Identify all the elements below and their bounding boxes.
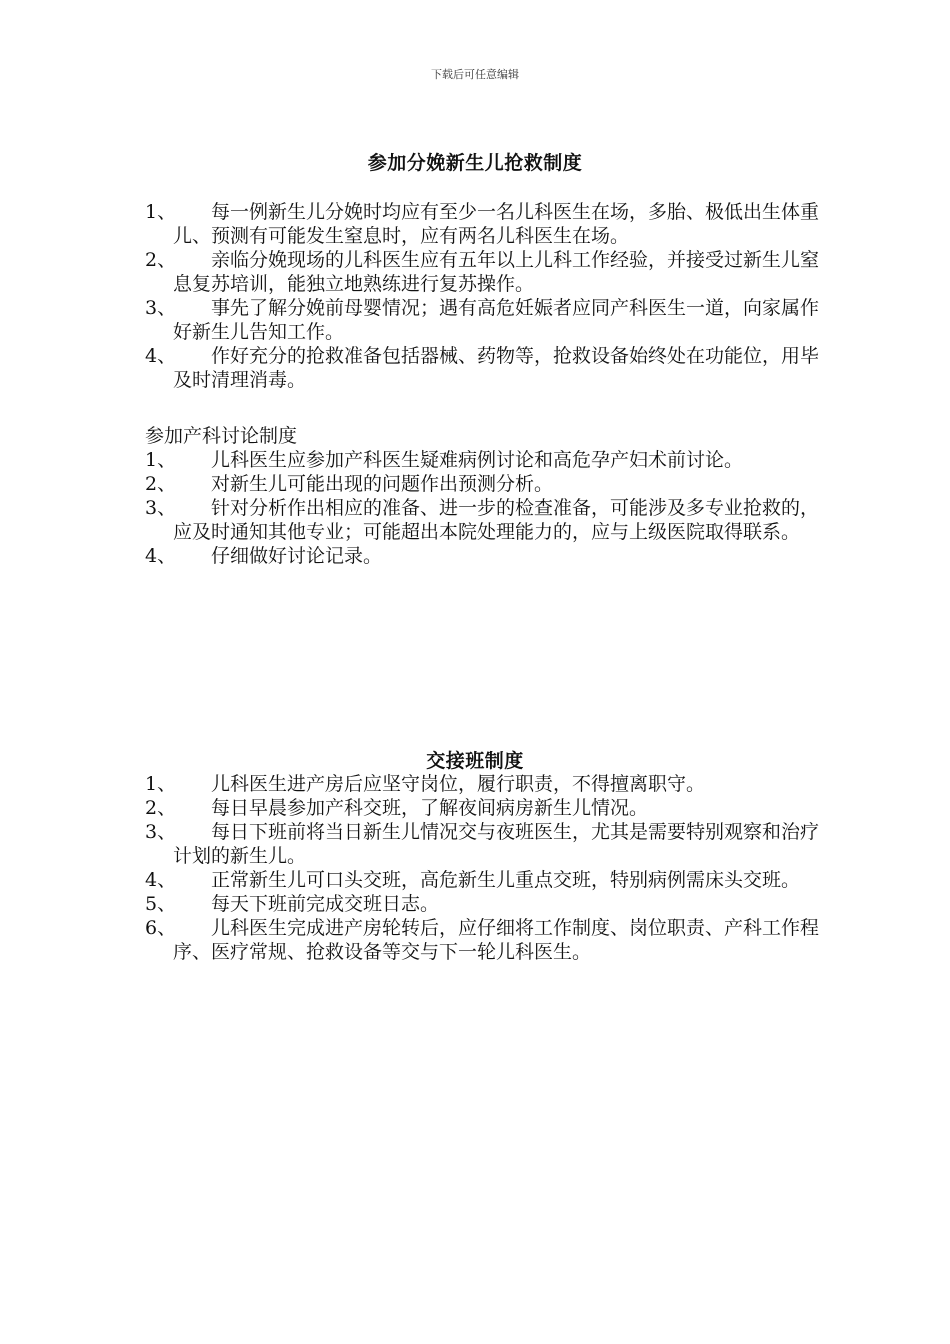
item-number: 5、 (145, 893, 177, 915)
list-item (145, 868, 835, 892)
item-number: 1、 (145, 449, 177, 471)
page-header: 下载后可任意编辑 (431, 68, 519, 81)
item-text: 作好充分的抢救准备包括器械、药物等，抢救设备始终处在功能位，用毕及时清理消毒。 (173, 345, 820, 391)
item-number: 1、 (145, 773, 177, 795)
item-number: 1、 (145, 201, 177, 223)
item-number: 3、 (145, 297, 177, 319)
item-text: 每日早晨参加产科交班，了解夜间病房新生儿情况。 (211, 797, 649, 819)
item-text: 亲临分娩现场的儿科医生应有五年以上儿科工作经验，并接受过新生儿窒息复苏培训，能独立地熟练进行复苏操作。 (173, 249, 820, 295)
item-text: 正常新生儿可口头交班，高危新生儿重点交班，特别病例需床头交班。 (211, 869, 801, 891)
item-text: 儿科医生完成进产房轮转后，应仔细将工作制度、岗位职责、产科工作程序、医疗常规、抢救设备等交与下一轮儿科医生。 (173, 917, 820, 963)
list-item (145, 820, 835, 868)
list-item (145, 248, 835, 296)
section-title-newborn-rescue: 参加分娩新生儿抢救制度 (367, 152, 583, 174)
item-text: 对新生儿可能出现的问题作出预测分析。 (211, 473, 554, 495)
list-item (145, 796, 835, 820)
item-number: 4、 (145, 869, 177, 891)
obstetric-discussion-list (145, 448, 835, 568)
item-number: 6、 (145, 917, 177, 939)
list-item (145, 344, 835, 392)
item-number: 4、 (145, 545, 177, 567)
item-text: 儿科医生进产房后应坚守岗位，履行职责，不得擅离职守。 (211, 773, 706, 795)
item-number: 3、 (145, 821, 177, 843)
list-item (145, 296, 835, 344)
list-item (145, 472, 835, 496)
item-text: 儿科医生应参加产科医生疑难病例讨论和高危孕产妇术前讨论。 (211, 449, 744, 471)
list-item (145, 448, 835, 472)
list-item (145, 544, 835, 568)
item-text: 每一例新生儿分娩时均应有至少一名儿科医生在场，多胎、极低出生体重儿、预测有可能发生窒息时，应有两名儿科医生在场。 (173, 201, 820, 247)
section-title-obstetric-discussion: 参加产科讨论制度 (145, 425, 298, 447)
list-item (145, 916, 835, 964)
list-item (145, 200, 835, 248)
item-number: 4、 (145, 345, 177, 367)
list-item (145, 892, 835, 916)
item-number: 2、 (145, 797, 177, 819)
list-item (145, 772, 835, 796)
item-text: 仔细做好讨论记录。 (211, 545, 383, 567)
item-number: 2、 (145, 249, 177, 271)
newborn-rescue-list (145, 200, 835, 392)
item-number: 3、 (145, 497, 177, 519)
item-number: 2、 (145, 473, 177, 495)
item-text: 每天下班前完成交班日志。 (211, 893, 440, 915)
section-title-shift-handover: 交接班制度 (426, 750, 524, 772)
shift-handover-list (145, 772, 835, 964)
item-text: 事先了解分娩前母婴情况；遇有高危妊娠者应同产科医生一道，向家属作好新生儿告知工作。 (173, 297, 820, 343)
list-item (145, 496, 835, 544)
item-text: 每日下班前将当日新生儿情况交与夜班医生，尤其是需要特别观察和治疗计划的新生儿。 (173, 821, 820, 867)
item-text: 针对分析作出相应的准备、进一步的检查准备，可能涉及多专业抢救的，应及时通知其他专业；可能超出本院处理能力的，应与上级医院取得联系。 (173, 497, 820, 543)
